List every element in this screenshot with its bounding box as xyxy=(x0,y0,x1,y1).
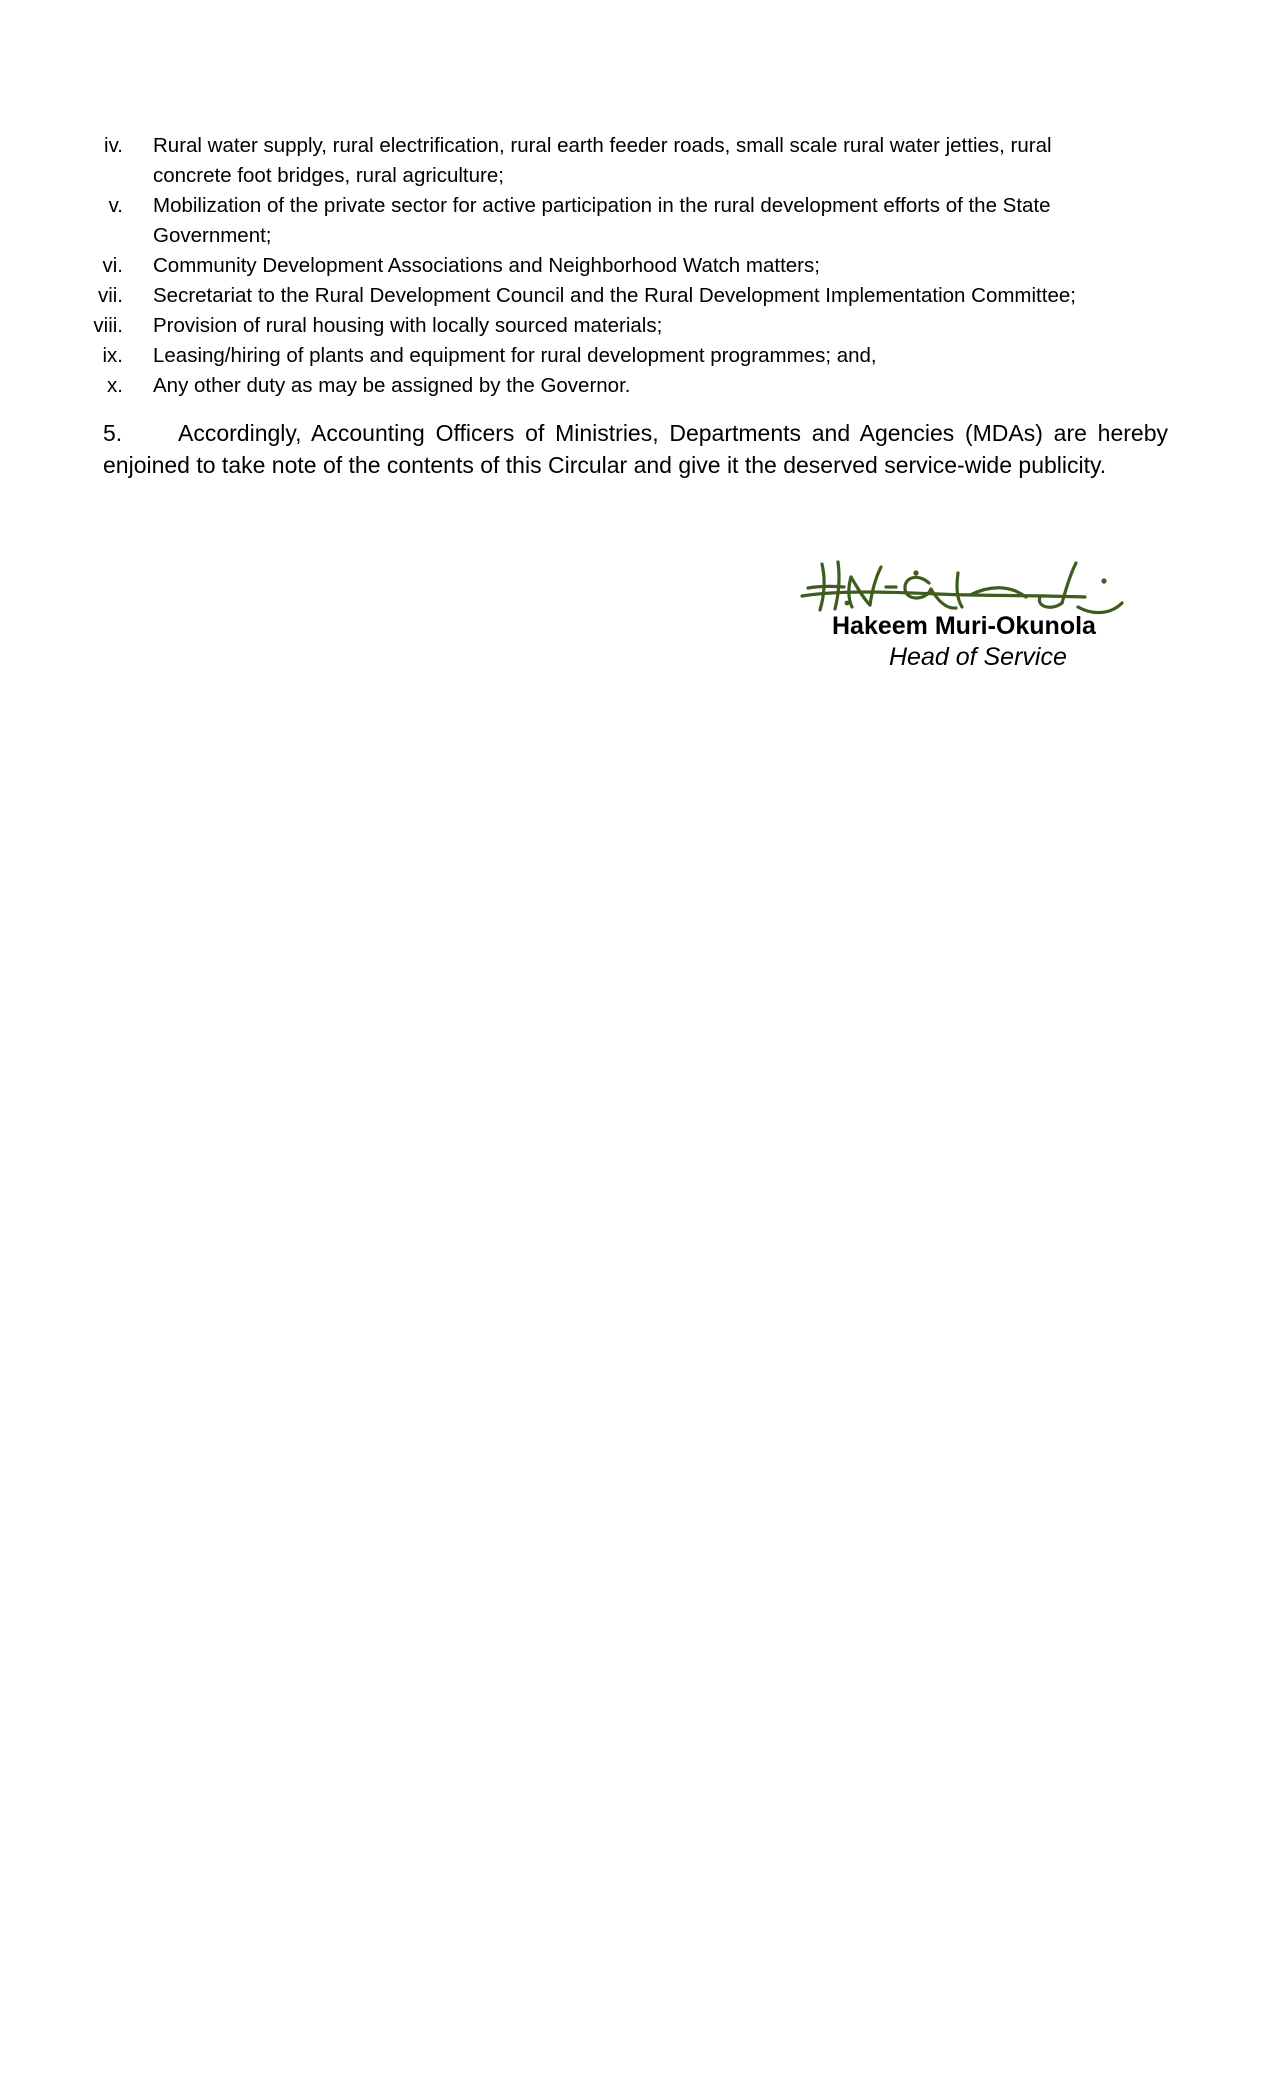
paragraph-5 xyxy=(103,417,1168,481)
list-item xyxy=(85,251,1145,281)
list-item-number: viii. xyxy=(93,314,123,337)
list-item xyxy=(85,191,1145,251)
signer-title: Head of Service xyxy=(889,643,1067,671)
list-item-text: Mobilization of the private sector for active participation in the rural development efforts of the State Government; xyxy=(153,194,1051,247)
paragraph-text: Accordingly, Accounting Officers of Ministries, Departments and Agencies (MDAs) are hereby enjoined to take note of the contents of this Circular and give it the deserved service-wide publicity. xyxy=(103,420,1168,478)
list-item xyxy=(85,311,1145,341)
list-item-text: Community Development Associations and Neighborhood Watch matters; xyxy=(153,254,820,277)
list-item-text: Any other duty as may be assigned by the Governor. xyxy=(153,374,631,397)
duties-list xyxy=(85,131,1145,401)
list-item-number: ix. xyxy=(102,344,123,367)
signer-name: Hakeem Muri-Okunola xyxy=(832,612,1096,640)
signature-block xyxy=(800,555,1140,685)
list-item xyxy=(85,341,1145,371)
list-item-number: v. xyxy=(108,194,123,217)
list-item xyxy=(85,281,1145,311)
list-item-number: vi. xyxy=(102,254,123,277)
list-item-text: Secretariat to the Rural Development Council and the Rural Development Implementation Committee; xyxy=(153,284,1076,307)
list-item-number: x. xyxy=(107,374,123,397)
paragraph-number: 5. xyxy=(103,420,123,446)
list-item xyxy=(85,131,1145,191)
list-item-text: Provision of rural housing with locally sourced materials; xyxy=(153,314,663,337)
list-item xyxy=(85,371,1145,401)
list-item-number: vii. xyxy=(97,284,123,307)
list-item-text: Leasing/hiring of plants and equipment for rural development programmes; and, xyxy=(153,344,877,367)
list-item-text: Rural water supply, rural electrification, rural earth feeder roads, small scale rural water jetties, rural concrete foot bridges, rural agriculture; xyxy=(153,134,1052,187)
list-item-number: iv. xyxy=(104,134,123,157)
